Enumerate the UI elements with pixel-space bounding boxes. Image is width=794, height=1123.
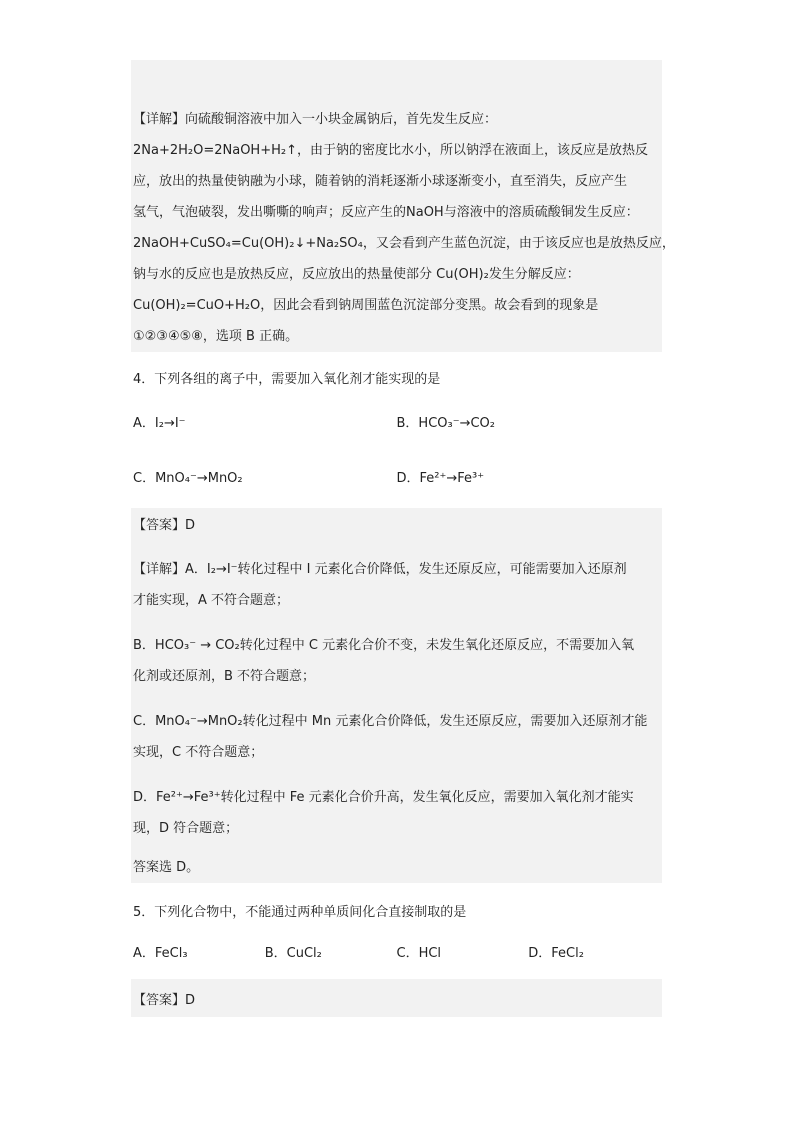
detail-line: Cu(OH)₂=CuO+H₂O，因此会看到钠周围蓝色沉淀部分变黑。故会看到的现象是: [133, 298, 599, 313]
question-5-options: [131, 927, 662, 975]
detail-block-q3: [131, 60, 675, 352]
document-page: [131, 60, 675, 1017]
conclusion: 答案选 D。: [133, 860, 200, 875]
option-a: A．FeCl₃: [133, 945, 188, 961]
question-4-stem: 4．下列各组的离子中，需要加入氧化剂才能实现的是: [133, 372, 441, 387]
option-b: B．HCO₃⁻→CO₂: [396, 416, 495, 431]
detail-line: 化剂或还原剂，B 不符合题意；: [133, 669, 316, 684]
option-a: A．I₂→I⁻: [133, 416, 186, 431]
answer-label: 【答案】D: [131, 979, 662, 1017]
detail-paragraph: [131, 692, 662, 768]
detail-line: 现，D 符合题意；: [133, 821, 239, 836]
question-4-solution: [131, 508, 662, 883]
detail-line: 实现，C 不符合题意；: [133, 745, 264, 760]
detail-line: 钠与水的反应也是放热反应，反应放出的热量使部分 Cu(OH)₂发生分解反应：: [133, 267, 580, 282]
detail-line: ①②③④⑤⑧，选项 B 正确。: [133, 329, 299, 344]
answer-label: 【答案】D: [133, 518, 196, 533]
detail-line: 2NaOH+CuSO₄=Cu(OH)₂↓+Na₂SO₄，又会看到产生蓝色沉淀，由于该反应也是放热反应，: [133, 236, 675, 251]
detail-line: 应，放出的热量使钠融为小球，随着钠的消耗逐渐小球逐渐变小，直至消失，反应产生: [133, 174, 628, 189]
option-c: C．MnO₄⁻→MnO₂: [133, 471, 243, 486]
detail-line: 2Na+2H₂O=2NaOH+H₂↑，由于钠的密度比水小，所以钠浮在液面上，该反应是放热反: [133, 143, 648, 158]
option-b: B．CuCl₂: [264, 945, 322, 961]
question-5-stem: 5．下列化合物中，不能通过两种单质间化合直接制取的是: [133, 905, 467, 920]
detail-line: B．HCO₃⁻ → CO₂转化过程中 C 元素化合价不变，未发生氧化还原反应，不需要加入氧: [133, 638, 635, 653]
detail-paragraph: [131, 768, 662, 844]
question-4-options-row-2: [131, 449, 662, 504]
question-4-options-row-1: [131, 394, 662, 449]
detail-line: 【详解】A．I₂→I⁻转化过程中 I 元素化合价降低，发生还原反应，可能需要加入还原剂: [133, 562, 627, 577]
detail-paragraph: [131, 616, 662, 692]
detail-line: 氢气，气泡破裂，发出嘶嘶的响声；反应产生的NaOH与溶液中的溶质硫酸铜发生反应：: [133, 205, 639, 220]
detail-line: 才能实现，A 不符合题意；: [133, 593, 290, 608]
detail-line: C．MnO₄⁻→MnO₂转化过程中 Mn 元素化合价降低，发生还原反应，需要加入还原剂才能: [133, 714, 648, 729]
detail-line: D．Fe²⁺→Fe³⁺转化过程中 Fe 元素化合价升高，发生氧化反应，需要加入氧化剂才能实: [133, 790, 634, 805]
detail-paragraph: [131, 542, 662, 616]
option-d: D．Fe²⁺→Fe³⁺: [396, 471, 485, 486]
detail-line: 【详解】向硫酸铜溶液中加入一小块金属钠后，首先发生反应：: [133, 112, 498, 127]
option-d: D．FeCl₂: [528, 945, 584, 961]
option-c: C．HCl: [396, 945, 442, 961]
